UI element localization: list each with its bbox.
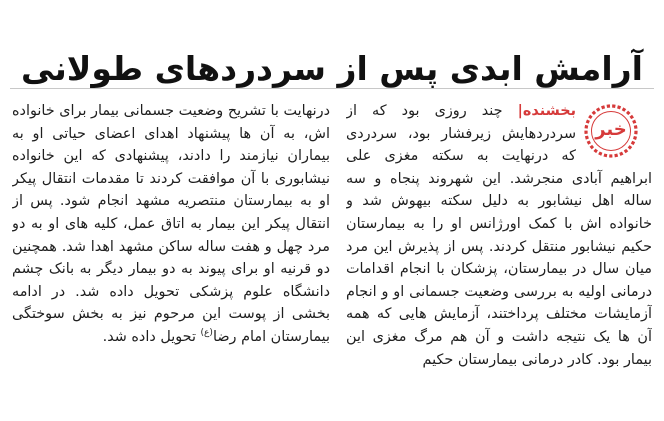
honorific-superscript: (ع) <box>200 328 213 339</box>
byline: بخشنده| <box>517 103 576 119</box>
article-text-right: چند روزی بود که از سردردهایش زیرفشار بود، سردردی که درنهایت به سکته مغزی علی ابراهیم آبادی منجرشد. این شهروند پنجاه و سه ساله اهل نیشابور به دلیل سکته بیهوش شد و خانواده اش با کمک اورژانس او را به بیمارستان حکیم نیشابور منتقل کردند. پس از پذیرش این مرد میان سال در بیمارستان، پزشکان با انجام اقدامات درمانی اولیه به بررسی وضعیت جسمانی او و انجام آزمایشات مختلف پرداختند، آزمایش هایی که همه آن ها یک نتیجه داشت و آن هم مرگ مغزی این بیمار بود. کادر درمانی بیمارستان حکیم <box>346 103 652 368</box>
news-badge-label: خبر <box>595 119 627 140</box>
headline: آرامش ابدی پس از سردردهای طولانی <box>21 49 643 89</box>
article-column-right <box>346 100 652 412</box>
article-text-left-end: تحویل داده شد. <box>102 328 201 345</box>
article-text-left: درنهایت با تشریح وضعیت جسمانی بیمار برای خانواده اش، به آن ها پیشنهاد اهدای اعضای حیاتی او به بیماران نیازمند را دادند، پیشنهادی که این خانواده نیشابوری با آن موافقت کردند تا مقدمات انتقال پیکر او به بیمارستان منتصریه مشهد انجام شود. پس از انتقال پیکر این بیمار به اتاق عمل، کلیه های او به دو مرد چهل و هفت ساله ساکن مشهد اهدا شد. همچنین دو قرنیه او برای پیوند به دو بیمار دیگر به بانک چشم دانشگاه علوم پزشکی تحویل داده شد. در ادامه بخشی از پوست این مرحوم نیز به بخش سوختگی بیمارستان امام رضا <box>12 103 330 345</box>
badge-wrap-space <box>576 100 652 166</box>
headline-divider <box>10 88 654 89</box>
article-column-left <box>12 100 330 412</box>
